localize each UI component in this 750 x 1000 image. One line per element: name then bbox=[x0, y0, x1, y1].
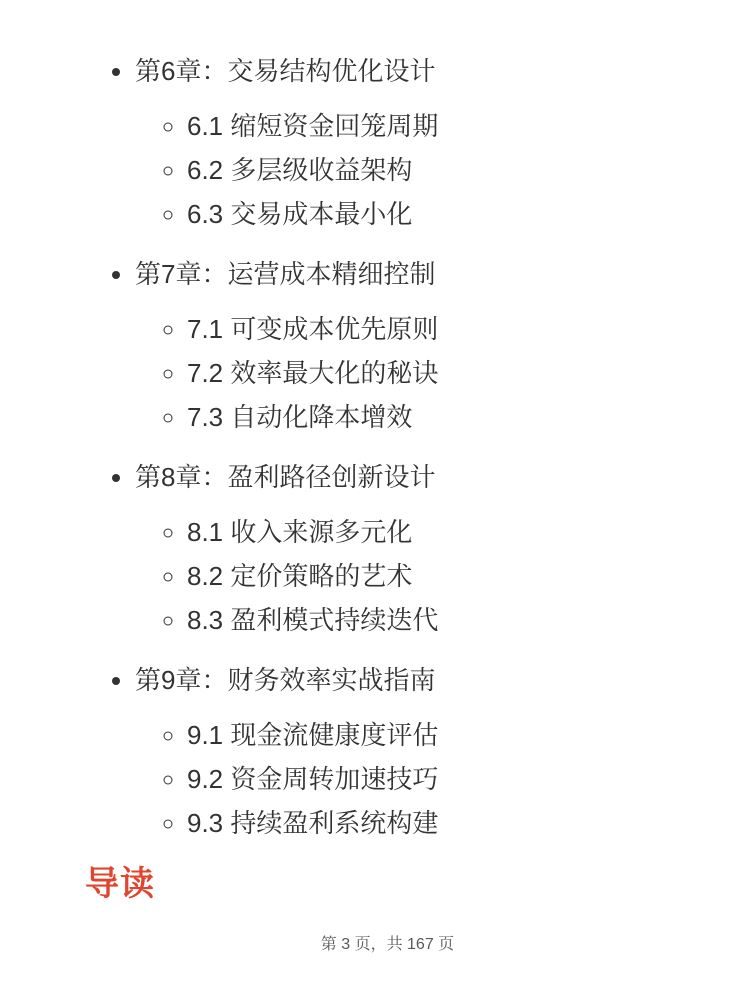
toc-section-list bbox=[135, 307, 690, 439]
toc-section-list bbox=[135, 713, 690, 845]
toc-section-item: ◦ 9.3 持续盈利系统构建 bbox=[187, 801, 690, 845]
toc-section-item: ◦ 6.1 缩短资金回笼周期 bbox=[187, 104, 690, 148]
toc-chapter-item bbox=[135, 661, 690, 845]
section-heading: 导读 bbox=[85, 865, 155, 903]
toc-chapter-label: 第8章：盈利路径创新设计 bbox=[135, 462, 436, 492]
toc-chapter-item bbox=[135, 52, 690, 236]
toc-section-item: ◦ 8.1 收入来源多元化 bbox=[187, 510, 690, 554]
toc-chapter-item bbox=[135, 255, 690, 439]
toc-section-item: ◦ 8.2 定价策略的艺术 bbox=[187, 554, 690, 598]
toc-list bbox=[85, 52, 690, 845]
toc-section-item: ◦ 7.2 效率最大化的秘诀 bbox=[187, 351, 690, 395]
toc-section-item: ◦ 6.2 多层级收益架构 bbox=[187, 148, 690, 192]
toc-section-list bbox=[135, 104, 690, 236]
toc-section-item: ◦ 9.1 现金流健康度评估 bbox=[187, 713, 690, 757]
toc-section-item: ◦ 7.1 可变成本优先原则 bbox=[187, 307, 690, 351]
toc-section-list bbox=[135, 510, 690, 642]
toc-chapter-label: 第7章：运营成本精细控制 bbox=[135, 259, 436, 289]
toc-chapter-label: 第6章：交易结构优化设计 bbox=[135, 56, 436, 86]
toc-section-item: ◦ 6.3 交易成本最小化 bbox=[187, 192, 690, 236]
page-number-footer: 第 3 页，共 167 页 bbox=[320, 936, 455, 953]
toc-section-item: ◦ 9.2 资金周转加速技巧 bbox=[187, 757, 690, 801]
toc-chapter-label: 第9章：财务效率实战指南 bbox=[135, 665, 436, 695]
toc-chapter-item bbox=[135, 458, 690, 642]
toc-section-item: ◦ 7.3 自动化降本增效 bbox=[187, 395, 690, 439]
toc-section-item: ◦ 8.3 盈利模式持续迭代 bbox=[187, 598, 690, 642]
